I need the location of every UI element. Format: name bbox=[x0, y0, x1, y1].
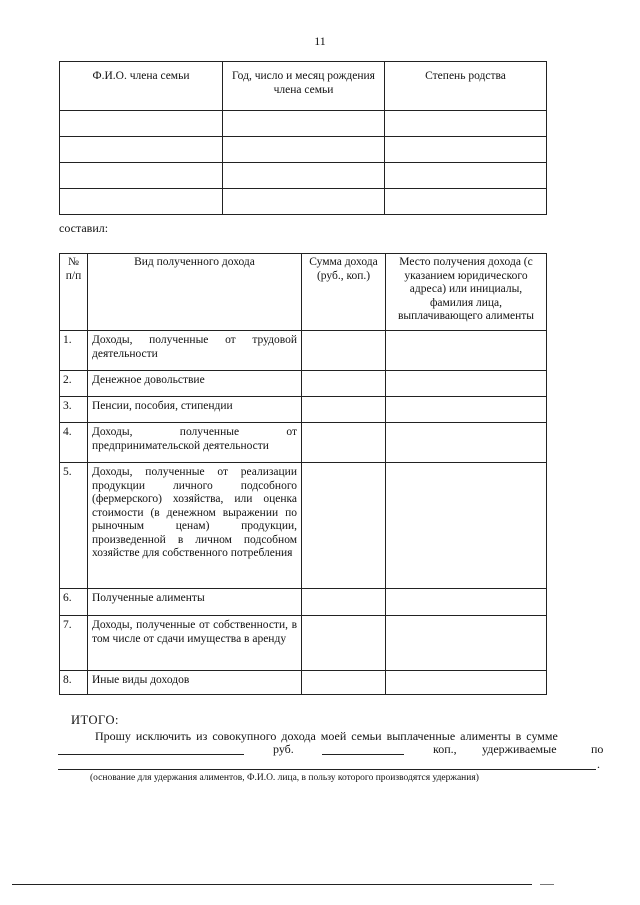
cell-relation[interactable] bbox=[385, 137, 547, 163]
income-source-cell[interactable] bbox=[386, 397, 547, 423]
income-source-cell[interactable] bbox=[386, 616, 547, 671]
footer-divider bbox=[12, 884, 532, 885]
header-income-type: Вид полученного дохода bbox=[88, 254, 302, 331]
income-source-cell[interactable] bbox=[386, 371, 547, 397]
family-table-row bbox=[60, 137, 547, 163]
income-type: Доходы, полученные от предпринимательской деятельности bbox=[88, 423, 302, 463]
basis-field[interactable] bbox=[58, 769, 596, 770]
income-amount-cell[interactable] bbox=[302, 331, 386, 371]
income-row bbox=[60, 397, 547, 423]
income-row bbox=[60, 671, 547, 695]
family-members-table bbox=[59, 61, 547, 215]
income-amount-cell[interactable] bbox=[302, 423, 386, 463]
income-amount-cell[interactable] bbox=[302, 463, 386, 589]
row-number: 3. bbox=[60, 397, 88, 423]
cell-birth-date[interactable] bbox=[223, 189, 385, 215]
amount-kop-field[interactable] bbox=[322, 754, 404, 755]
cell-fio[interactable] bbox=[60, 137, 223, 163]
family-table-row bbox=[60, 111, 547, 137]
cell-fio[interactable] bbox=[60, 163, 223, 189]
basis-caption: (основание для удержания алиментов, Ф.И.О. лица, в пользу которого производятся удержания) bbox=[90, 773, 479, 783]
family-table-header-row bbox=[60, 62, 547, 111]
cell-fio[interactable] bbox=[60, 189, 223, 215]
income-table bbox=[59, 253, 547, 695]
cell-fio[interactable] bbox=[60, 111, 223, 137]
kop-label: коп., bbox=[433, 742, 457, 756]
header-relation: Степень родства bbox=[385, 62, 547, 111]
row-number: 6. bbox=[60, 589, 88, 616]
income-row bbox=[60, 371, 547, 397]
po-label: по bbox=[591, 742, 604, 756]
income-source-cell[interactable] bbox=[386, 331, 547, 371]
income-type: Иные виды доходов bbox=[88, 671, 302, 695]
income-row bbox=[60, 331, 547, 371]
income-amount-cell[interactable] bbox=[302, 371, 386, 397]
cell-birth-date[interactable] bbox=[223, 163, 385, 189]
row-number: 4. bbox=[60, 423, 88, 463]
itogo-label: ИТОГО: bbox=[71, 713, 119, 727]
income-source-cell[interactable] bbox=[386, 463, 547, 589]
header-number: № п/п bbox=[60, 254, 88, 331]
cell-relation[interactable] bbox=[385, 163, 547, 189]
income-table-header-row bbox=[60, 254, 547, 331]
amount-rub-field[interactable] bbox=[58, 754, 244, 755]
income-type: Денежное довольствие bbox=[88, 371, 302, 397]
cell-birth-date[interactable] bbox=[223, 111, 385, 137]
header-birth-date: Год, число и месяц рождения члена семьи bbox=[223, 62, 385, 111]
income-type: Доходы, полученные от реализации продукции личного подсобного (фермерского) хозяйства, или оценка стоимости (в денежном выражении по рыночным ценам) продукции, произведенной в личном подсобном хозяйстве для собственного потребления bbox=[88, 463, 302, 589]
cell-relation[interactable] bbox=[385, 111, 547, 137]
rub-label: руб. bbox=[273, 742, 294, 756]
income-source-cell[interactable] bbox=[386, 671, 547, 695]
cell-birth-date[interactable] bbox=[223, 137, 385, 163]
withheld-label: удерживаемые bbox=[482, 742, 557, 756]
income-amount-cell[interactable] bbox=[302, 589, 386, 616]
income-row bbox=[60, 589, 547, 616]
request-text: Прошу исключить из совокупного дохода моей семьи выплаченные алименты в сумме bbox=[95, 729, 558, 743]
income-amount-cell[interactable] bbox=[302, 616, 386, 671]
family-table-row bbox=[60, 189, 547, 215]
income-amount-cell[interactable] bbox=[302, 397, 386, 423]
cell-relation[interactable] bbox=[385, 189, 547, 215]
income-source-cell[interactable] bbox=[386, 423, 547, 463]
row-number: 7. bbox=[60, 616, 88, 671]
sostavil-label: составил: bbox=[59, 221, 109, 235]
row-number: 5. bbox=[60, 463, 88, 589]
period-mark: . bbox=[597, 757, 600, 771]
income-type: Доходы, полученные от трудовой деятельности bbox=[88, 331, 302, 371]
income-type: Пенсии, пособия, стипендии bbox=[88, 397, 302, 423]
header-fio: Ф.И.О. члена семьи bbox=[60, 62, 223, 111]
income-row bbox=[60, 463, 547, 589]
header-income-amount: Сумма дохода (руб., коп.) bbox=[302, 254, 386, 331]
page-number: 11 bbox=[314, 34, 326, 48]
income-row bbox=[60, 616, 547, 671]
income-amount-cell[interactable] bbox=[302, 671, 386, 695]
row-number: 8. bbox=[60, 671, 88, 695]
income-type: Полученные алименты bbox=[88, 589, 302, 616]
footer-divider-tick bbox=[540, 884, 554, 885]
family-table-row bbox=[60, 163, 547, 189]
row-number: 1. bbox=[60, 331, 88, 371]
income-row bbox=[60, 423, 547, 463]
income-source-cell[interactable] bbox=[386, 589, 547, 616]
row-number: 2. bbox=[60, 371, 88, 397]
income-type: Доходы, полученные от собственности, в том числе от сдачи имущества в аренду bbox=[88, 616, 302, 671]
header-income-source: Место получения дохода (с указанием юридического адреса) или инициалы, фамилия лица, выплачивающего алименты bbox=[386, 254, 547, 331]
